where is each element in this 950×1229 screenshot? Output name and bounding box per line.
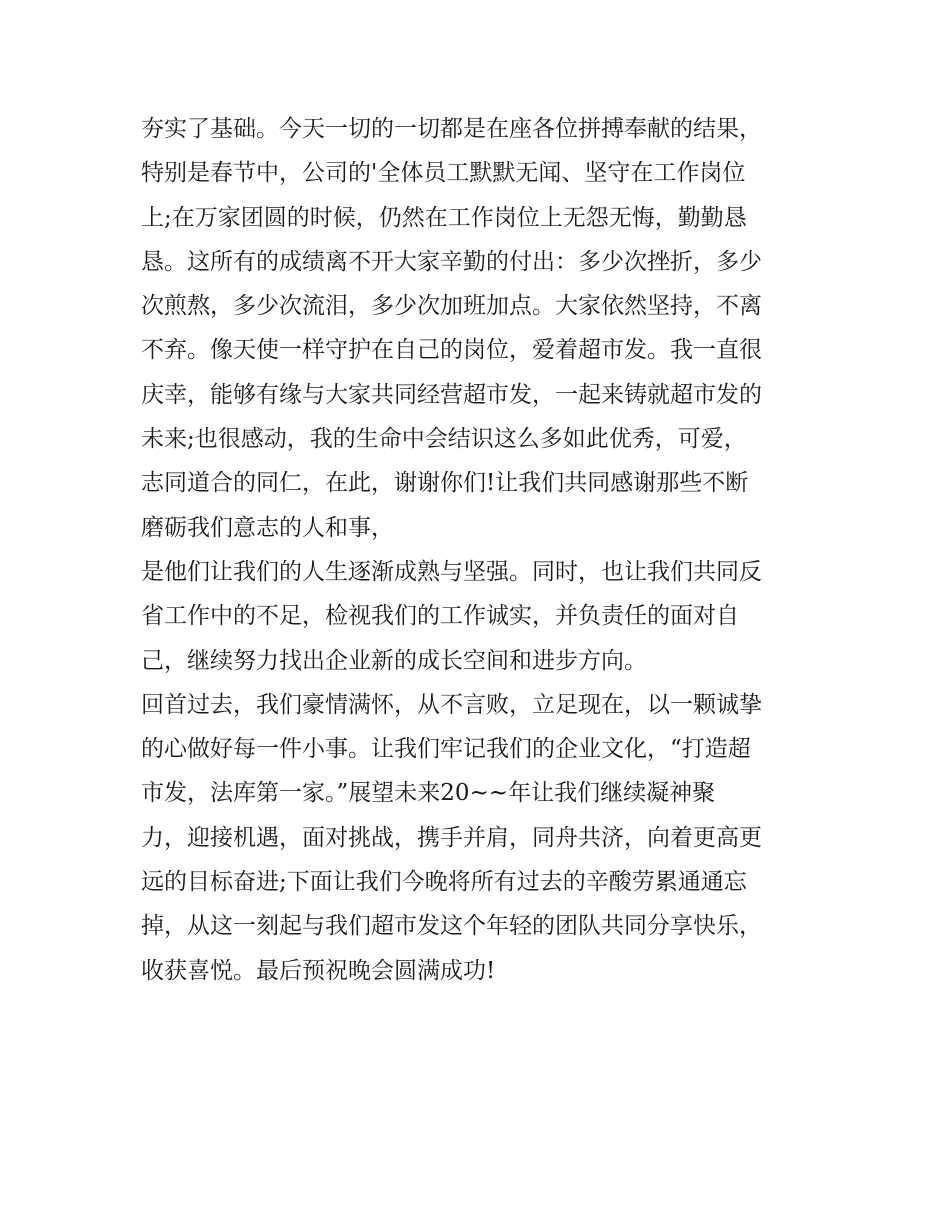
text-line: 次煎熬，多少次流泪，多少次加班加点。大家依然坚持，不离 [141,293,762,320]
text-line: 市发，法库第一家。”展望未来20~~年让我们继续凝神聚 [141,780,716,807]
text-line: 庆幸，能够有缘与大家共同经营超市发，一起来铸就超市发的 [141,381,762,408]
text-line: 力，迎接机遇，面对挑战，携手并肩，同舟共济，向着更高更 [141,824,762,851]
text-line: 掉，从这一刻起与我们超市发这个年轻的团队共同分享快乐， [141,913,762,940]
text-line: 不弃。像天使一样守护在自己的岗位，爱着超市发。我一直很 [141,337,762,364]
text-line: 回首过去，我们豪情满怀，从不言败，立足现在，以一颗诚挚 [141,691,762,718]
text-line: 磨砺我们意志的人和事， [141,514,394,541]
text-line: 夯实了基础。今天一切的一切都是在座各位拼搏奉献的结果， [141,116,762,142]
body-text [141,107,831,993]
text-line: 是他们让我们的人生逐渐成熟与坚强。同时，也让我们共同反 [141,558,762,585]
text-line: 恳。这所有的成绩离不开大家辛勤的付出：多少次挫折，多少 [141,248,762,275]
text-line: 未来;也很感动，我的生命中会结识这么多如此优秀，可爱， [141,426,747,453]
text-line: 上;在万家团圆的时候，仍然在工作岗位上无怨无悔，勤勤恳 [141,204,747,231]
text-line: 远的目标奋进;下面让我们今晚将所有过去的辛酸劳累通通忘 [141,869,747,896]
text-line: 志同道合的同仁，在此，谢谢你们!让我们共同感谢那些不断 [141,470,749,497]
text-line: 省工作中的不足，检视我们的工作诚实，并负责任的面对自 [141,603,739,630]
text-line: 特别是春节中，公司的'全体员工默默无闻、坚守在工作岗位 [141,160,746,187]
text-line: 己，继续努力找出企业新的成长空间和进步方向。 [141,647,647,674]
text-line: 收获喜悦。最后预祝晚会圆满成功! [141,957,496,984]
text-line: 的心做好每一件小事。让我们牢记我们的企业文化，“打造超 [141,736,751,763]
